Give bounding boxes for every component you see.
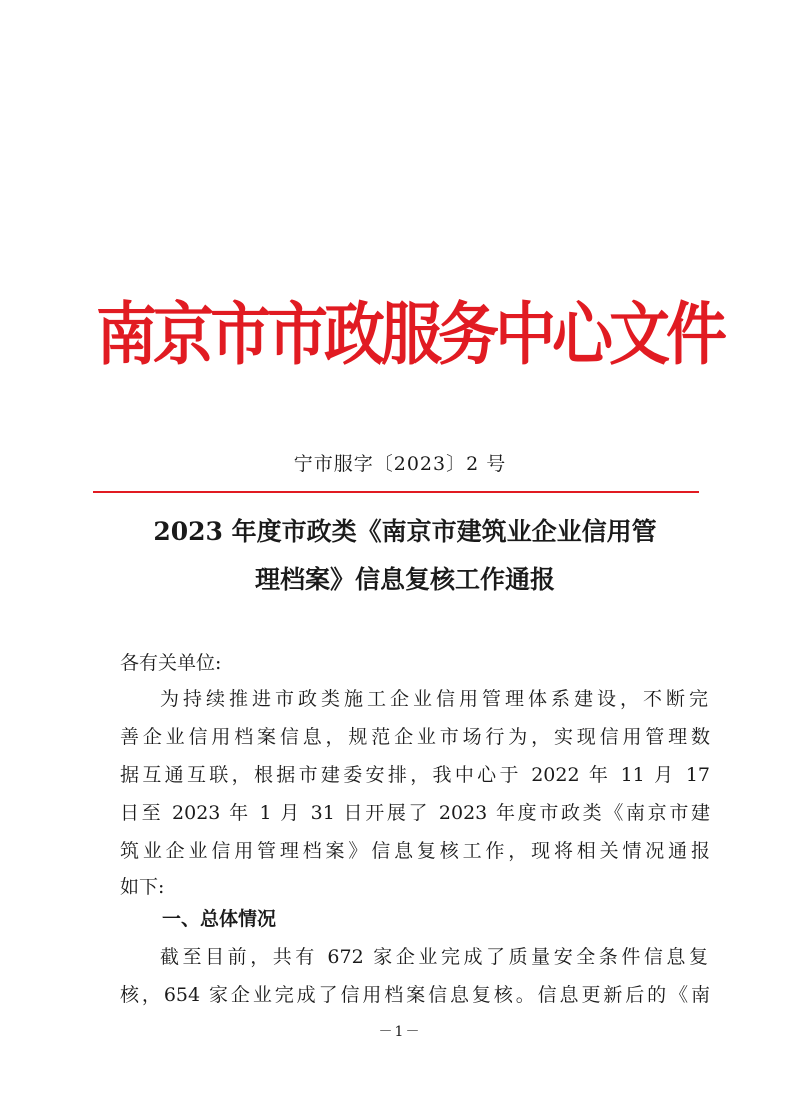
section-heading: 一、总体情况 [162, 908, 277, 930]
page-number: －1－ [378, 1024, 422, 1040]
document-title-line: 理档案》信息复核工作通报 [254, 565, 555, 594]
paragraph-line: 日至 2023 年 1 月 31 日开展了 2023 年度市政类《南京市建 [120, 802, 710, 824]
paragraph-line: 筑业企业信用管理档案》信息复核工作，现将相关情况通报 [120, 840, 710, 862]
paragraph-line: 核，654 家企业完成了信用档案信息复核。信息更新后的《南 [120, 984, 710, 1006]
document-number: 宁市服字〔2023〕2 号 [293, 453, 507, 475]
red-divider-line [93, 491, 699, 493]
paragraph-line: 如下: [120, 876, 165, 898]
paragraph-line: 为持续推进市政类施工企业信用管理体系建设，不断完 [160, 688, 708, 710]
org-title: 南京市市政服务中心文件 [96, 295, 724, 375]
salutation: 各有关单位: [120, 652, 222, 674]
paragraph-line: 截至目前，共有 672 家企业完成了质量安全条件信息复 [160, 946, 708, 968]
document-title-line: 2023 年度市政类《南京市建筑业企业信用管 [153, 517, 657, 546]
document-title [110, 508, 700, 604]
paragraph-line: 善企业信用档案信息，规范企业市场行为，实现信用管理数 [120, 726, 710, 748]
paragraph-line: 据互通互联，根据市建委安排，我中心于 2022 年 11 月 17 [120, 764, 710, 786]
